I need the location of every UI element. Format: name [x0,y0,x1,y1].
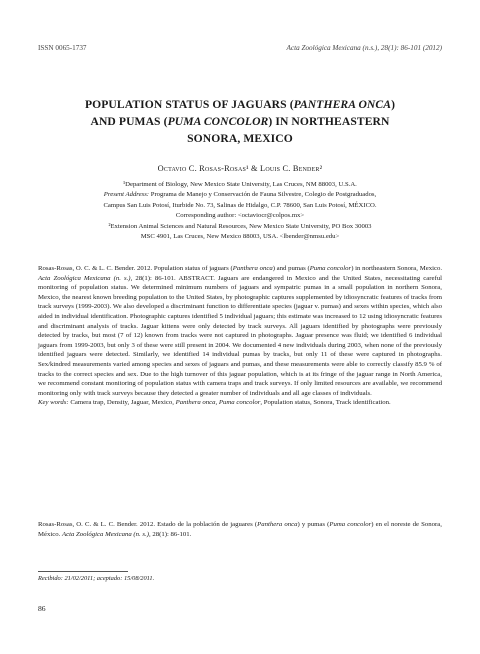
paper-title [40,96,440,147]
abstract-body: ABSTRACT. Jaguars are endangered in Mexico and the United States, necessitating careful monitoring of population status. We determined minimum numbers of jaguars and sympatric pumas in a small population in northern Sonora, Mexico, the nearest known breeding population to the United States, by photographic captures supplemented by idiosyncratic features of tracks from track surveys (1999-2003). We also developed a discriminant function to differentiate species (jaguar v. pumas) and sexes within species, which also aided in individual identification. Photographic captures identified 5 individual jaguars; this estimate was increased to 12 using idiosyncratic features and discriminant analysis of tracks. Jaguar kittens were only detected by track surveys. All jaguars identified by photographs were previously detected by tracks, but most (7 of 12) known from tracks were not captured in photographs. Jaguar presence was fluid; we identified 6 individual jaguars from 1999-2003, but only 3 of these were still present in 2004. We documented 4 new individuals during 2003, when none of the previously identified jaguars were detected. Similarly, we identified 14 individual pumas by tracks, but only 11 of these were captured in photographs. Sex/kindred measurements varied among species and sexes of jaguars and pumas, and these measurements were able to correctly classify 85.9 % of tracks to the correct species and sex. Due to the high turnover of this jaguar population, which is at its fringe of the jaguar range in North America, we recommend constant monitoring of population status with camera traps and track surveys. If only limited resources are available, we recommend monitoring only with track surveys because they detected a greater number of individuals and all age classes of individuals. [38,274,442,397]
page-number: 86 [38,604,46,613]
corresponding-author: Corresponding author: <octaviocr@colpos.mx> [175,212,305,220]
title-line-2: AND PUMAS (PUMA CONCOLOR) IN NORTHEASTERN [90,115,390,128]
journal-reference: Acta Zoológica Mexicana (n.s.), 28(1): 86-101 (2012) [286,44,442,52]
received-accepted-note: Recibido: 21/02/2011; aceptado: 15/08/2011. [38,575,155,582]
title-line-1: POPULATION STATUS OF JAGUARS (PANTHERA ONCA) [84,98,396,111]
affiliation-2b: MSC 4901, Las Cruces, New Mexico 88003, USA. <lbender@nmsu.edu> [140,233,340,241]
footnote-divider [38,571,128,572]
present-address: Present Address: Programa de Manejo y Conservación de Fauna Silvestre, Colegio de Postgraduados, [103,191,377,199]
abstract-citation: Rosas-Rosas, O. C. & L. C. Bender. 2012. Population status of jaguars (Panthera onca) and pumas (Puma concolor) in northeastern Sonora, Mexico. Acta Zoológica Mexicana (n. s.), 28(1): 86-101. [38,265,443,282]
affiliation-2: ²Extension Animal Sciences and Natural Resources, New Mexico State University, PO Box 30003 [108,222,372,230]
running-header [38,44,442,52]
affiliations [48,180,432,242]
affiliation-1: ¹Department of Biology, New Mexico State University, Las Cruces, NM 88003, U.S.A. [123,181,357,188]
abstract-block [38,264,442,408]
present-address-2: Campus San Luis Potosí, Iturbide No. 73, Salinas de Hidalgo, C.P. 78600, San Luis Potosí, MÉXICO. [103,201,377,209]
issn: ISSN 0065-1737 [38,44,87,52]
resumen-citation: Rosas-Rosas, O. C. & L. C. Bender. 2012. Estado de la población de jaguares (Panthera onca) y pumas (Puma concolor) en el noreste de Sonora, México. Acta Zoológica Mexicana (n. s.), 28(1): 86-101. [38,521,442,538]
author-list: Octavio C. Rosas-Rosas¹ & Louis C. Bender² [157,164,323,173]
title-line-3: SONORA, MEXICO [187,132,293,145]
keywords: Key words: Camera trap, Density, Jaguar, Mexico, Panthera onca, Puma concolor, Population status, Sonora, Track identification. [38,399,391,407]
